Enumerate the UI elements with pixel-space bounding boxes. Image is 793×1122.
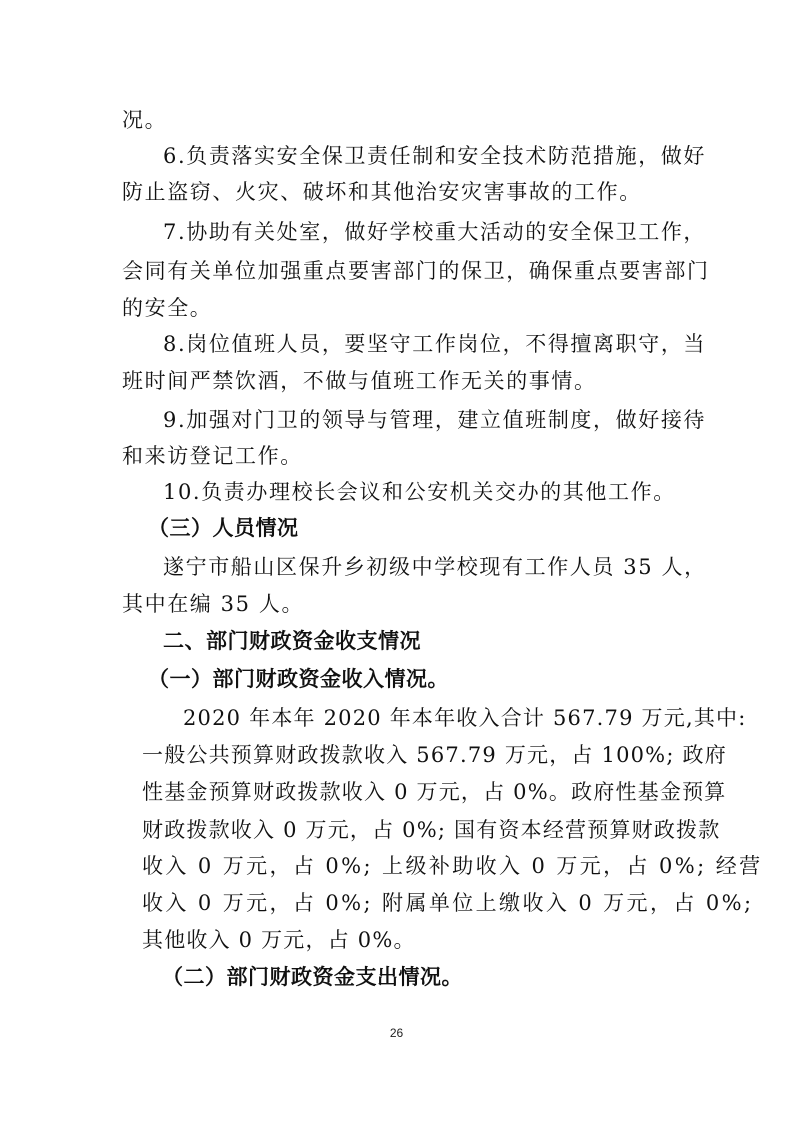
section-heading-finance: 二、部门财政资金收支情况 [163, 629, 421, 653]
section-heading-staff: （三）人员情况 [148, 516, 299, 540]
text-line-20: 财政拨款收入 0 万元，占 0%; 国有资本经营预算财政拨款 [142, 818, 721, 842]
text-line-21: 收入 0 万元，占 0%; 上级补助收入 0 万元，占 0%; 经营 [142, 854, 763, 878]
text-line-18: 一般公共预算财政拨款收入 567.79 万元，占 100%; 政府 [142, 743, 727, 767]
text-line-2: 6.负责落实安全保卫责任制和安全技术防范措施，做好 [163, 144, 707, 168]
text-line-1: 况。 [122, 108, 168, 132]
page-number: 26 [389, 1026, 404, 1040]
text-line-11: 10.负责办理校长会议和公安机关交办的其他工作。 [163, 480, 676, 504]
text-line-13: 遂宁市船山区保升乡初级中学校现有工作人员 35 人， [163, 555, 707, 579]
text-line-23: 其他收入 0 万元，占 0%。 [142, 928, 416, 952]
text-line-9: 9.加强对门卫的领导与管理，建立值班制度，做好接待 [163, 408, 707, 432]
text-line-10: 和来访登记工作。 [122, 444, 303, 468]
text-line-22: 收入 0 万元，占 0%; 附属单位上缴收入 0 万元，占 0%; [142, 891, 754, 915]
text-line-4: 7.协助有关处室，做好学校重大活动的安全保卫工作， [163, 220, 707, 244]
text-line-17: 2020 年本年 2020 年本年收入合计 567.79 万元,其中: [183, 706, 747, 730]
text-line-8: 班时间严禁饮酒，不做与值班工作无关的事情。 [122, 369, 597, 393]
subsection-heading-expenditure: （二）部门财政资金支出情况。 [162, 965, 463, 989]
text-line-6: 的安全。 [122, 296, 213, 320]
text-line-14: 其中在编 35 人。 [122, 592, 305, 616]
text-line-19: 性基金预算财政拨款收入 0 万元，占 0%。政府性基金预算 [142, 780, 727, 804]
text-line-7: 8.岗位值班人员，要坚守工作岗位，不得擅离职守，当 [163, 332, 707, 356]
text-line-3: 防止盗窃、火灾、破坏和其他治安灾害事故的工作。 [122, 180, 642, 204]
text-line-5: 会同有关单位加强重点要害部门的保卫，确保重点要害部门 [122, 259, 710, 283]
subsection-heading-income: （一）部门财政资金收入情况。 [148, 667, 449, 691]
